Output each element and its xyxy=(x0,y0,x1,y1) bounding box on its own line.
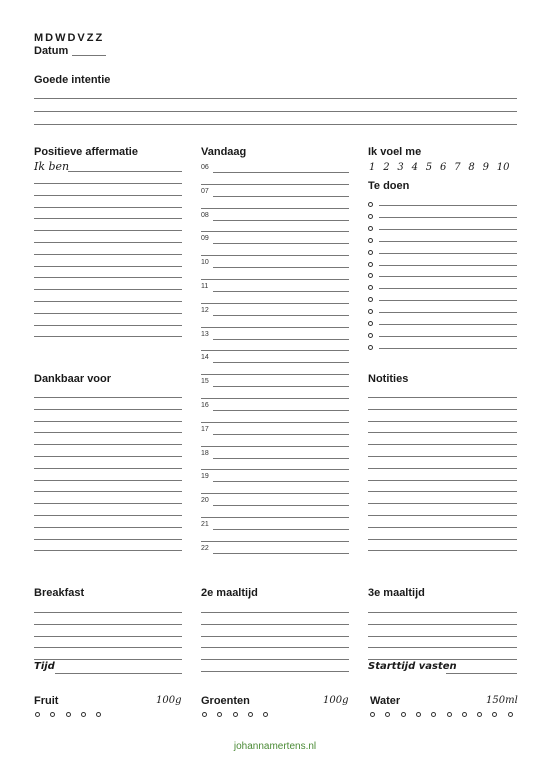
fasting-start-label: Starttijd vasten xyxy=(368,661,457,672)
hour-line[interactable] xyxy=(201,422,349,423)
water-glass-circle[interactable] xyxy=(370,712,375,717)
todo-line[interactable] xyxy=(379,276,517,277)
todo-checkbox[interactable] xyxy=(368,309,373,314)
hour-label: 20 xyxy=(201,497,209,505)
gratitude-line[interactable] xyxy=(34,515,182,516)
today-title: Vandaag xyxy=(201,146,247,158)
gratitude-line[interactable] xyxy=(34,503,182,504)
mood-option[interactable]: 5 xyxy=(425,162,433,173)
affirmation-line[interactable] xyxy=(34,242,182,243)
mood-option[interactable]: 9 xyxy=(482,162,489,173)
breakfast-time-line[interactable] xyxy=(55,673,182,674)
hour-line[interactable] xyxy=(213,291,349,292)
todo-line[interactable] xyxy=(379,205,517,206)
hour-line[interactable] xyxy=(201,184,349,185)
todo-line[interactable] xyxy=(379,253,517,254)
gratitude-line[interactable] xyxy=(34,456,182,457)
hour-line[interactable] xyxy=(201,303,349,304)
hour-line[interactable] xyxy=(213,220,349,221)
hour-line[interactable] xyxy=(213,481,349,482)
hour-line[interactable] xyxy=(201,398,349,399)
hour-label: 17 xyxy=(201,425,209,433)
todo-checkbox[interactable] xyxy=(368,273,373,278)
gratitude-line[interactable] xyxy=(34,432,182,433)
intention-line[interactable] xyxy=(34,111,517,112)
hour-line[interactable] xyxy=(213,434,349,435)
hour-label: 06 xyxy=(201,164,209,171)
meal-line[interactable] xyxy=(201,647,349,648)
meal-line[interactable] xyxy=(201,636,349,637)
fruit-serving-circle[interactable] xyxy=(81,712,86,717)
affirmation-title: Positieve affermatie xyxy=(34,146,138,158)
fruit-serving-circle[interactable] xyxy=(66,712,71,717)
notes-line[interactable] xyxy=(368,456,517,457)
todo-line[interactable] xyxy=(379,265,517,266)
hour-line[interactable] xyxy=(213,362,349,363)
meal-line[interactable] xyxy=(201,624,349,625)
gratitude-line[interactable] xyxy=(34,468,182,469)
hour-line[interactable] xyxy=(213,458,349,459)
mood-option[interactable]: 4 xyxy=(411,162,418,173)
hour-label: 11 xyxy=(201,283,209,290)
water-glass-circle[interactable] xyxy=(385,712,390,717)
affirmation-line[interactable] xyxy=(34,254,182,255)
notes-line[interactable] xyxy=(368,527,517,528)
hour-line[interactable] xyxy=(213,243,349,244)
gratitude-line[interactable] xyxy=(34,444,182,445)
gratitude-line[interactable] xyxy=(34,491,182,492)
meal-line[interactable] xyxy=(201,659,349,660)
hour-line[interactable] xyxy=(201,279,349,280)
footer-website[interactable]: johannamertens.nl xyxy=(233,741,317,752)
fruit-amount: 100g xyxy=(156,695,182,706)
meal-line[interactable] xyxy=(201,671,349,672)
water-glass-circle[interactable] xyxy=(431,712,436,717)
notes-title: Notities xyxy=(368,373,409,385)
todo-line[interactable] xyxy=(379,217,517,218)
todo-line[interactable] xyxy=(379,336,517,337)
hour-line[interactable] xyxy=(213,172,349,173)
water-glass-circle[interactable] xyxy=(462,712,467,717)
hour-label: 21 xyxy=(201,521,209,528)
gratitude-line[interactable] xyxy=(34,539,182,540)
todo-checkbox[interactable] xyxy=(368,297,373,302)
hour-line[interactable] xyxy=(201,541,349,542)
gratitude-line[interactable] xyxy=(34,409,182,410)
meal-line[interactable] xyxy=(201,612,349,613)
todo-line[interactable] xyxy=(379,241,517,242)
fruit-serving-circle[interactable] xyxy=(50,712,55,717)
intention-line[interactable] xyxy=(34,98,517,99)
mood-option[interactable]: 3 xyxy=(397,162,404,173)
meal-line[interactable] xyxy=(368,612,517,613)
hour-label: 18 xyxy=(201,449,209,457)
water-glass-circle[interactable] xyxy=(477,712,482,717)
mood-option[interactable]: 10 xyxy=(496,162,510,173)
fruit-label: Fruit xyxy=(34,695,59,707)
notes-line[interactable] xyxy=(368,421,517,422)
meal-line[interactable] xyxy=(368,624,517,625)
mood-option[interactable]: 8 xyxy=(468,162,475,173)
water-glass-circle[interactable] xyxy=(447,712,452,717)
todo-checkbox[interactable] xyxy=(368,345,373,350)
notes-line[interactable] xyxy=(368,491,517,492)
hour-line[interactable] xyxy=(201,208,349,209)
water-amount: 150ml xyxy=(486,695,518,706)
hour-line[interactable] xyxy=(201,350,349,351)
hour-label: 10 xyxy=(201,259,209,267)
meal-line[interactable] xyxy=(34,624,182,625)
meal-line[interactable] xyxy=(368,647,517,648)
todo-line[interactable] xyxy=(379,229,517,230)
mood-title: Ik voel me xyxy=(368,146,422,158)
veg-serving-circle[interactable] xyxy=(202,712,207,717)
hour-line[interactable] xyxy=(201,231,349,232)
hour-line[interactable] xyxy=(213,529,349,530)
todo-line[interactable] xyxy=(379,300,517,301)
meal-line[interactable] xyxy=(34,612,182,613)
hour-line[interactable] xyxy=(213,505,349,506)
hour-label: 16 xyxy=(201,402,209,409)
second-meal-title: 2e maaltijd xyxy=(201,587,258,599)
hour-line[interactable] xyxy=(201,327,349,328)
hour-line[interactable] xyxy=(213,315,349,316)
hour-label: 09 xyxy=(201,235,209,243)
affirmation-line[interactable] xyxy=(34,336,182,337)
veg-amount: 100g xyxy=(323,695,349,706)
todo-checkbox[interactable] xyxy=(368,238,373,243)
veg-label: Groenten xyxy=(201,695,250,707)
breakfast-time-label: Tijd xyxy=(34,661,55,672)
gratitude-line[interactable] xyxy=(34,421,182,422)
meal-line[interactable] xyxy=(34,659,182,660)
notes-line[interactable] xyxy=(368,539,517,540)
mood-option[interactable]: 6 xyxy=(440,162,447,173)
notes-line[interactable] xyxy=(368,444,517,445)
todo-line[interactable] xyxy=(379,348,517,349)
intention-title: Goede intentie xyxy=(34,74,111,86)
hour-line[interactable] xyxy=(213,553,349,554)
veg-serving-circle[interactable] xyxy=(233,712,238,717)
todo-checkbox[interactable] xyxy=(368,214,373,219)
todo-line[interactable] xyxy=(379,288,517,289)
affirmation-line[interactable] xyxy=(34,207,182,208)
mood-option[interactable]: 2 xyxy=(383,162,390,173)
fruit-serving-circle[interactable] xyxy=(96,712,101,717)
hour-line[interactable] xyxy=(201,446,349,447)
hour-label: 07 xyxy=(201,187,209,195)
third-meal-title: 3e maaltijd xyxy=(368,587,425,599)
hour-line[interactable] xyxy=(213,267,349,268)
hour-label: 08 xyxy=(201,211,209,219)
breakfast-title: Breakfast xyxy=(34,587,85,599)
hour-line[interactable] xyxy=(201,374,349,375)
notes-line[interactable] xyxy=(368,409,517,410)
gratitude-title: Dankbaar voor xyxy=(34,373,112,385)
water-glass-circle[interactable] xyxy=(416,712,421,717)
hour-line[interactable] xyxy=(201,517,349,518)
affirmation-line[interactable] xyxy=(34,277,182,278)
water-glass-circle[interactable] xyxy=(492,712,497,717)
weekday-letters: MDWDVZZ xyxy=(34,32,105,44)
todo-checkbox[interactable] xyxy=(368,226,373,231)
todo-checkbox[interactable] xyxy=(368,321,373,326)
hour-line[interactable] xyxy=(201,493,349,494)
hour-line[interactable] xyxy=(213,386,349,387)
hour-line[interactable] xyxy=(213,196,349,197)
notes-line[interactable] xyxy=(368,515,517,516)
hour-line[interactable] xyxy=(201,469,349,470)
gratitude-line[interactable] xyxy=(34,550,182,551)
affirmation-line[interactable] xyxy=(34,301,182,302)
veg-serving-circle[interactable] xyxy=(217,712,222,717)
todo-line[interactable] xyxy=(379,312,517,313)
notes-line[interactable] xyxy=(368,503,517,504)
date-line[interactable] xyxy=(72,55,106,56)
hour-label: 13 xyxy=(201,330,209,338)
hour-line[interactable] xyxy=(213,410,349,411)
todo-checkbox[interactable] xyxy=(368,285,373,290)
hour-label: 12 xyxy=(201,306,209,314)
notes-line[interactable] xyxy=(368,468,517,469)
hour-label: 22 xyxy=(201,544,209,552)
todo-title: Te doen xyxy=(368,180,410,192)
hour-line[interactable] xyxy=(201,255,349,256)
water-glass-circle[interactable] xyxy=(401,712,406,717)
hour-label: 14 xyxy=(201,354,209,362)
affirmation-line[interactable] xyxy=(34,313,182,314)
todo-line[interactable] xyxy=(379,324,517,325)
hour-label: 19 xyxy=(201,473,209,481)
todo-checkbox[interactable] xyxy=(368,250,373,255)
affirmation-prompt: Ik ben xyxy=(34,160,70,173)
affirmation-line[interactable] xyxy=(34,218,182,219)
notes-line[interactable] xyxy=(368,550,517,551)
meal-line[interactable] xyxy=(34,647,182,648)
hour-label: 15 xyxy=(201,378,209,386)
affirmation-line[interactable] xyxy=(34,230,182,231)
mood-option[interactable]: 1 xyxy=(369,162,376,173)
fruit-serving-circle[interactable] xyxy=(35,712,40,717)
todo-checkbox[interactable] xyxy=(368,333,373,338)
meal-line[interactable] xyxy=(368,636,517,637)
meal-line[interactable] xyxy=(34,636,182,637)
fasting-start-line[interactable] xyxy=(446,673,517,674)
date-label: Datum xyxy=(34,45,69,57)
veg-serving-circle[interactable] xyxy=(248,712,253,717)
affirmation-line[interactable] xyxy=(34,183,182,184)
affirmation-line[interactable] xyxy=(68,171,182,172)
gratitude-line[interactable] xyxy=(34,397,182,398)
affirmation-line[interactable] xyxy=(34,325,182,326)
notes-line[interactable] xyxy=(368,480,517,481)
todo-checkbox[interactable] xyxy=(368,202,373,207)
hour-line[interactable] xyxy=(213,339,349,340)
affirmation-line[interactable] xyxy=(34,289,182,290)
water-glass-circle[interactable] xyxy=(508,712,513,717)
gratitude-line[interactable] xyxy=(34,480,182,481)
gratitude-line[interactable] xyxy=(34,527,182,528)
todo-checkbox[interactable] xyxy=(368,262,373,267)
affirmation-line[interactable] xyxy=(34,195,182,196)
affirmation-line[interactable] xyxy=(34,266,182,267)
intention-line[interactable] xyxy=(34,124,517,125)
notes-line[interactable] xyxy=(368,432,517,433)
veg-serving-circle[interactable] xyxy=(263,712,268,717)
notes-line[interactable] xyxy=(368,397,517,398)
water-label: Water xyxy=(370,695,401,707)
mood-option[interactable]: 7 xyxy=(454,162,461,173)
